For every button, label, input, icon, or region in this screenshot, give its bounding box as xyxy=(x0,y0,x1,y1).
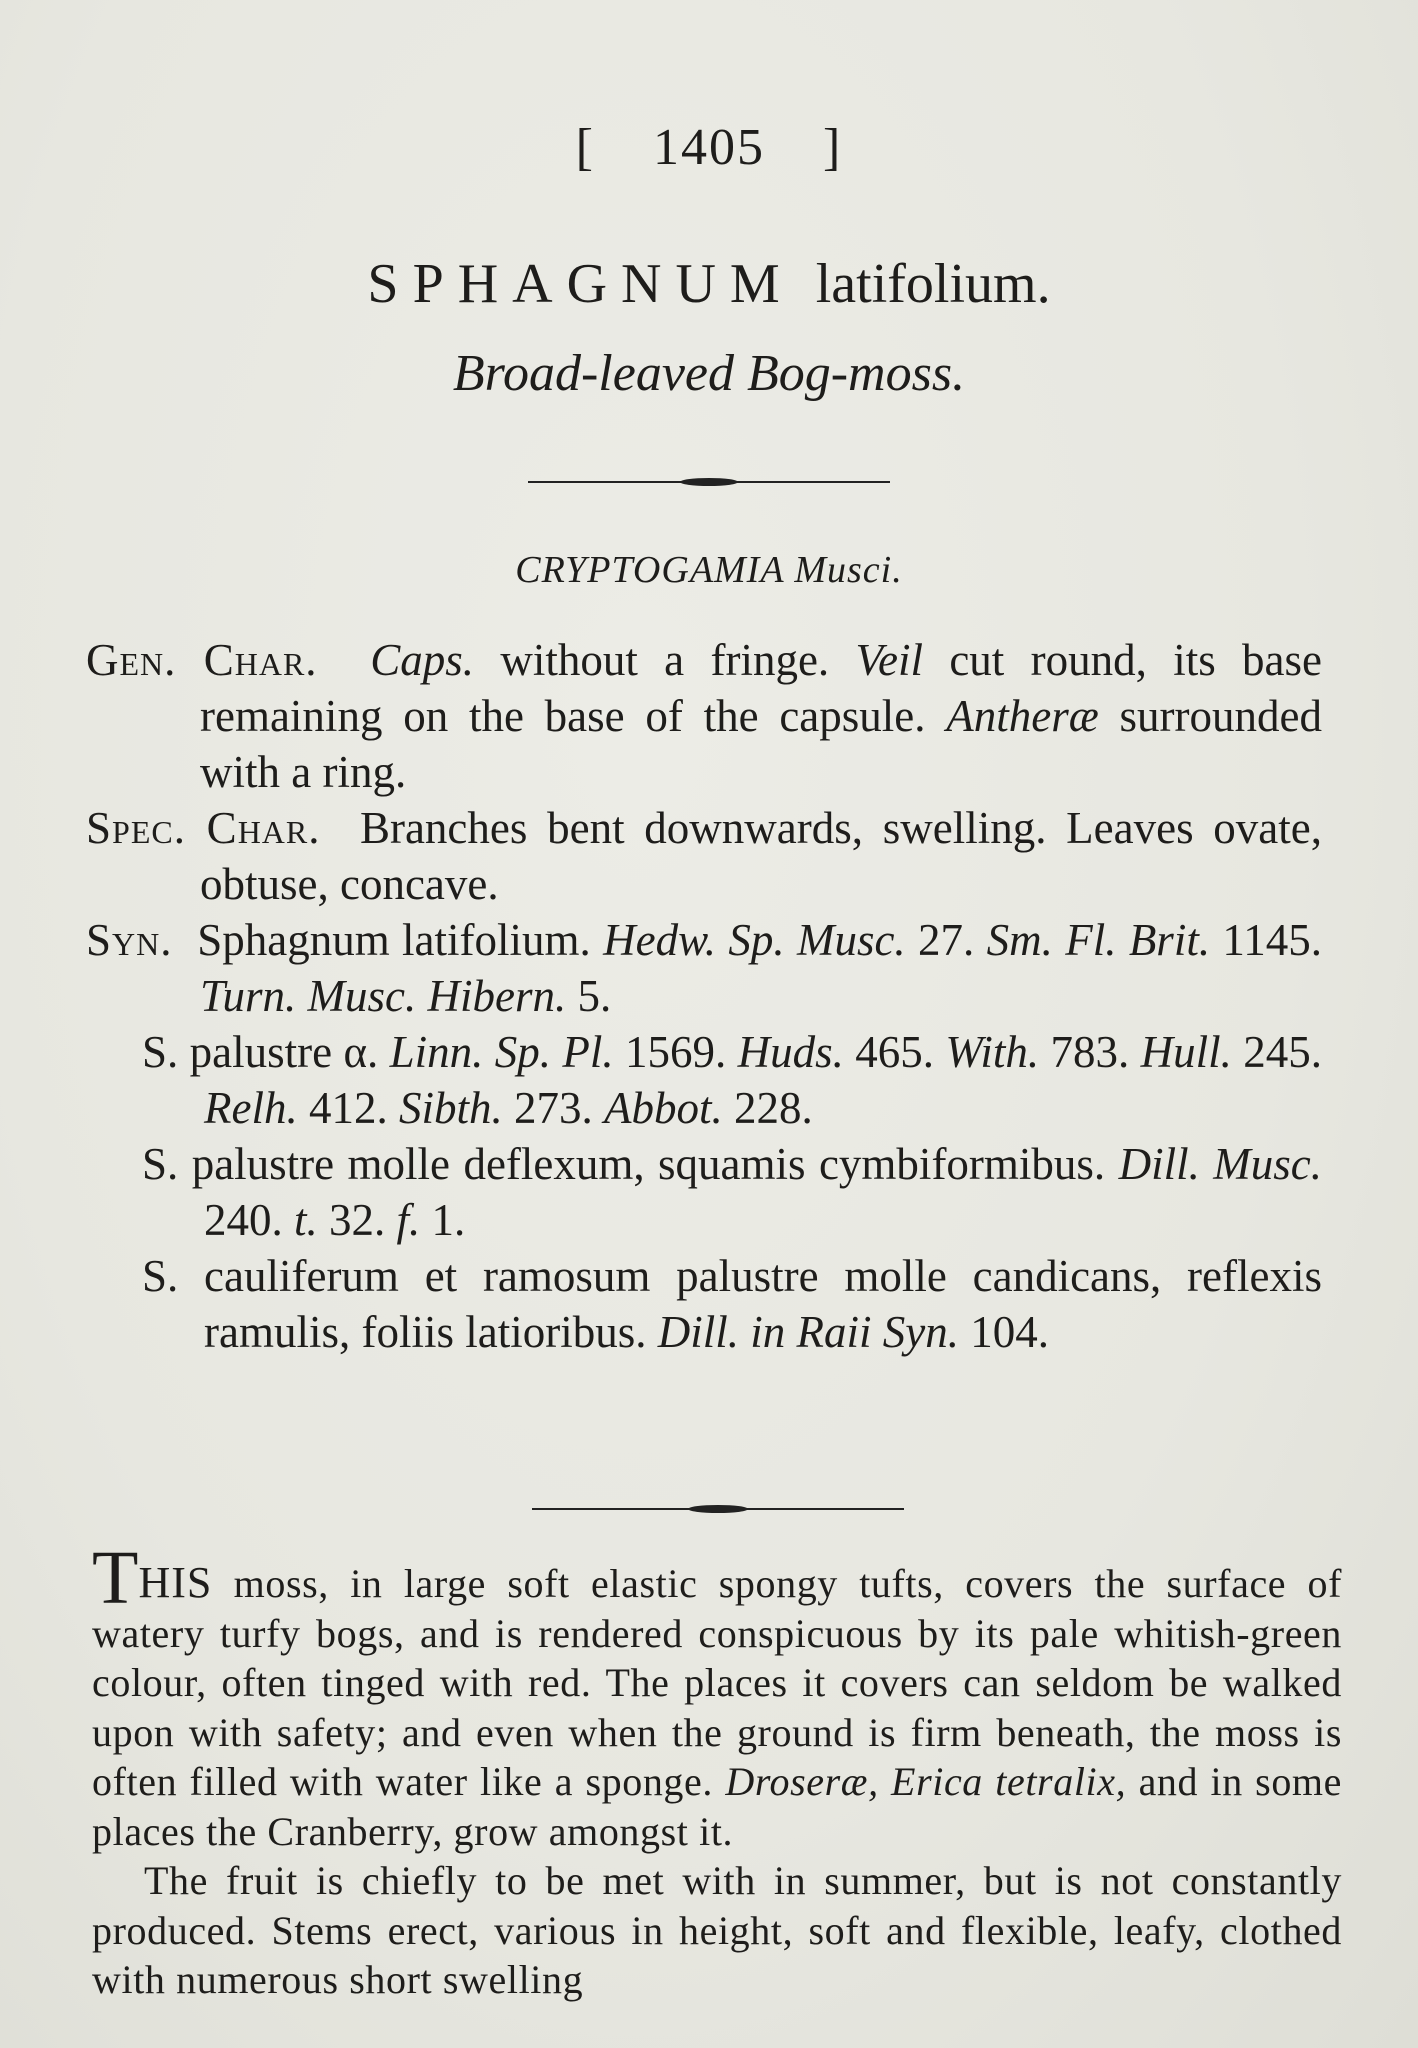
gen-char-text: without a fringe. xyxy=(474,635,856,685)
syn-text: Hedw. Sp. Musc. xyxy=(603,915,906,965)
syn-text: Dill. in Raii Syn. xyxy=(657,1307,959,1357)
syn-text: Sphagnum latifolium. xyxy=(197,915,604,965)
genus-name: SPHAGNUM xyxy=(367,253,794,315)
syn-text: 240. xyxy=(204,1195,294,1245)
page-number-value: 1405 xyxy=(653,119,765,176)
syn-text: 228. xyxy=(722,1083,813,1133)
syn-text: 783. xyxy=(1039,1027,1141,1077)
left-bracket: [ xyxy=(575,119,595,176)
paragraph-text: Droseræ, Erica tetralix, xyxy=(725,1759,1127,1804)
synonym-cauliferum xyxy=(86,1248,1322,1360)
syn-text: 412. xyxy=(297,1083,399,1133)
syn-text: Huds. xyxy=(737,1027,844,1077)
syn-text: 273. xyxy=(502,1083,604,1133)
syn-text: Dill. Musc. xyxy=(1118,1139,1322,1189)
syn-text: 1145. xyxy=(1210,915,1323,965)
drop-cap: T xyxy=(92,1536,139,1620)
gen-char-text: Antheræ xyxy=(946,691,1099,741)
syn-text: Hull. xyxy=(1140,1027,1232,1077)
paragraph-text: and in some places the Cranberry, grow amongst it. xyxy=(92,1759,1342,1854)
syn-text: t. xyxy=(294,1195,318,1245)
spec-char-label: Spec. Char. xyxy=(86,803,321,853)
syn-text: Linn. Sp. Pl. xyxy=(389,1027,614,1077)
species-title xyxy=(0,252,1418,316)
syn-text: Relh. xyxy=(204,1083,298,1133)
syn-text: 104. xyxy=(958,1307,1049,1357)
syn-text: 1. xyxy=(420,1195,466,1245)
description-paragraph-1 xyxy=(92,1536,1342,1856)
syn-text: 27. xyxy=(905,915,987,965)
syn-text: 245. xyxy=(1231,1027,1323,1077)
gen-char-label: Gen. Char. xyxy=(86,635,318,685)
synonym-palustre-molle xyxy=(86,1136,1322,1248)
common-name: Broad-leaved Bog-moss. xyxy=(452,345,966,402)
syn-text: 5. xyxy=(566,971,612,1021)
syn-text: f. xyxy=(396,1195,421,1245)
syn-text: 1569. xyxy=(613,1027,738,1077)
right-bracket: ] xyxy=(823,119,843,176)
syn-label: Syn. xyxy=(86,915,173,965)
spec-char-text: Branches bent downwards, swelling. Leaves ovate, obtuse, concave. xyxy=(200,803,1323,909)
opening-caps: HIS xyxy=(138,1558,213,1607)
syn-text: Turn. Musc. Hibern. xyxy=(200,971,567,1021)
syn-text: S. palustre molle deflexum, squamis cymbiformibus. xyxy=(142,1139,1119,1189)
botanical-entries xyxy=(86,632,1322,1360)
ornamental-rule-bottom xyxy=(532,1508,904,1510)
syn-text: Sibth. xyxy=(398,1083,503,1133)
gen-char-text: surrounded with a ring. xyxy=(200,691,1322,797)
syn-text: Abbot. xyxy=(603,1083,723,1133)
description-body xyxy=(92,1536,1342,2005)
page-number xyxy=(0,118,1418,177)
syn-text: 32. xyxy=(317,1195,397,1245)
syn-text: With. xyxy=(945,1027,1040,1077)
species-epithet: latifolium. xyxy=(815,253,1051,315)
specific-character xyxy=(86,800,1322,912)
syn-text: 465. xyxy=(843,1027,946,1077)
generic-character xyxy=(86,632,1322,800)
ornamental-rule-top xyxy=(528,481,890,483)
syn-text: Sm. Fl. Brit. xyxy=(986,915,1211,965)
gen-char-text: Veil xyxy=(855,635,923,685)
description-paragraph-2: The fruit is chiefly to be met with in summer, but is not constantly produced. Stems erect, various in height, soft and flexible, leafy, clothed with numerous short swelling xyxy=(92,1858,1342,2002)
gen-char-text: cut round, its base remaining on the base of the capsule. xyxy=(200,635,1323,741)
classification: CRYPTOGAMIA Musci. xyxy=(515,549,903,591)
synonym-main xyxy=(86,912,1322,1024)
gen-char-text: Caps. xyxy=(370,635,475,685)
synonym-palustre-alpha xyxy=(86,1024,1322,1136)
syn-text: S. cauliferum et ramosum palustre molle candicans, reflexis ramulis, foliis latioribus. xyxy=(142,1251,1322,1357)
syn-text: S. palustre α. xyxy=(142,1027,390,1077)
paragraph-text: moss, in large soft elastic spongy tufts, covers the surface of watery turfy bogs, and is rendered conspicuous by its pale whitish-green colour, often tinged with red. The places it covers can seldom be walked upon with safety; and even when the ground is firm beneath, the moss is often filled with water like a sponge. xyxy=(92,1561,1342,1804)
